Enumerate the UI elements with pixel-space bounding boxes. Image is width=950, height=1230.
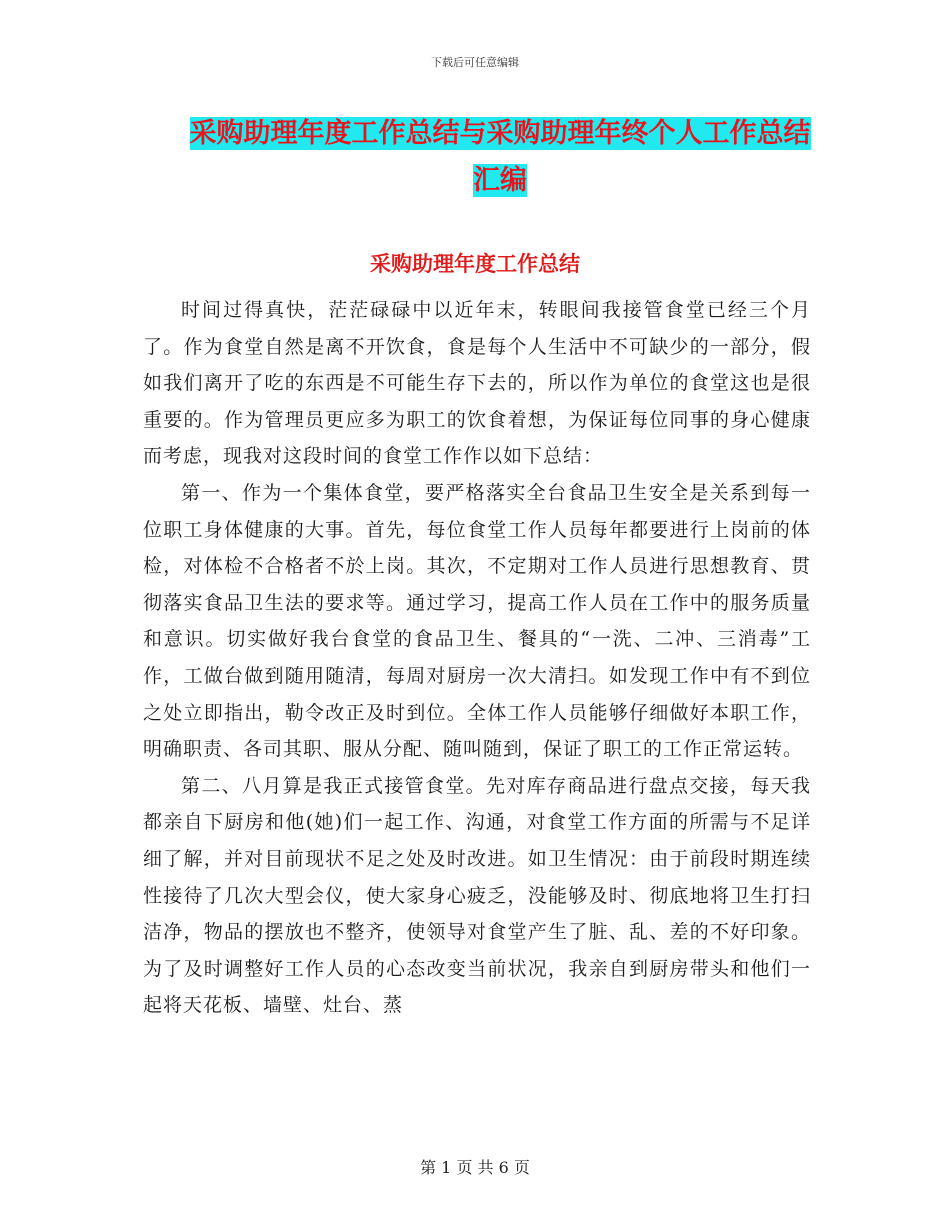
- document-title: [160, 110, 840, 204]
- document-title-line-2: 汇编: [473, 165, 527, 196]
- page-footer: 第 1 页 共 6 页: [420, 1158, 530, 1177]
- document-body: [143, 292, 811, 1024]
- paragraph: 第二、八月算是我正式接管食堂。先对库存商品进行盘点交接，每天我都亲自下厨房和他(她)们一起工作、沟通，对食堂工作方面的所需与不足详细了解，并对目前现状不足之处及时改进。如卫生情况：由于前段时期连续性接待了几次大型会仪，使大家身心疲乏，没能够及时、彻底地将卫生打扫洁净，物品的摆放也不整齐，使领导对食堂产生了脏、乱、差的不好印象。为了及时调整好工作人员的心态改变当前状况，我亲自到厨房带头和他们一起将天花板、墙壁、灶台、蒸: [143, 774, 811, 1017]
- section-title: 采购助理年度工作总结: [370, 252, 580, 276]
- paragraph: 时间过得真快，茫茫碌碌中以近年末，转眼间我接管食堂已经三个月了。作为食堂自然是离不开饮食，食是每个人生活中不可缺少的一部分，假如我们离开了吃的东西是不可能生存下去的，所以作为单位的食堂这也是很重要的。作为管理员更应多为职工的饮食着想，为保证每位同事的身心健康而考虑，现我对这段时间的食堂工作作以如下总结：: [143, 299, 811, 468]
- paragraph: 第一、作为一个集体食堂，要严格落实全台食品卫生安全是关系到每一位职工身体健康的大事。首先，每位食堂工作人员每年都要进行上岗前的体检，对体检不合格者不於上岗。其次，不定期对工作人员进行思想教育、贯彻落实食品卫生法的要求等。通过学习，提高工作人员在工作中的服务质量和意识。切实做好我台食堂的食品卫生、餐具的“一洗、二冲、三消毒”工作，工做台做到随用随清，每周对厨房一次大清扫。如发现工作中有不到位之处立即指出，勒令改正及时到位。全体工作人员能够仔细做好本职工作，明确职责、各司其职、服从分配、随叫随到，保证了职工的工作正常运转。: [143, 481, 811, 761]
- page-header-note: 下载后可任意编辑: [431, 56, 519, 69]
- document-title-line-1: 采购助理年度工作总结与采购助理年终个人工作总结: [189, 118, 811, 149]
